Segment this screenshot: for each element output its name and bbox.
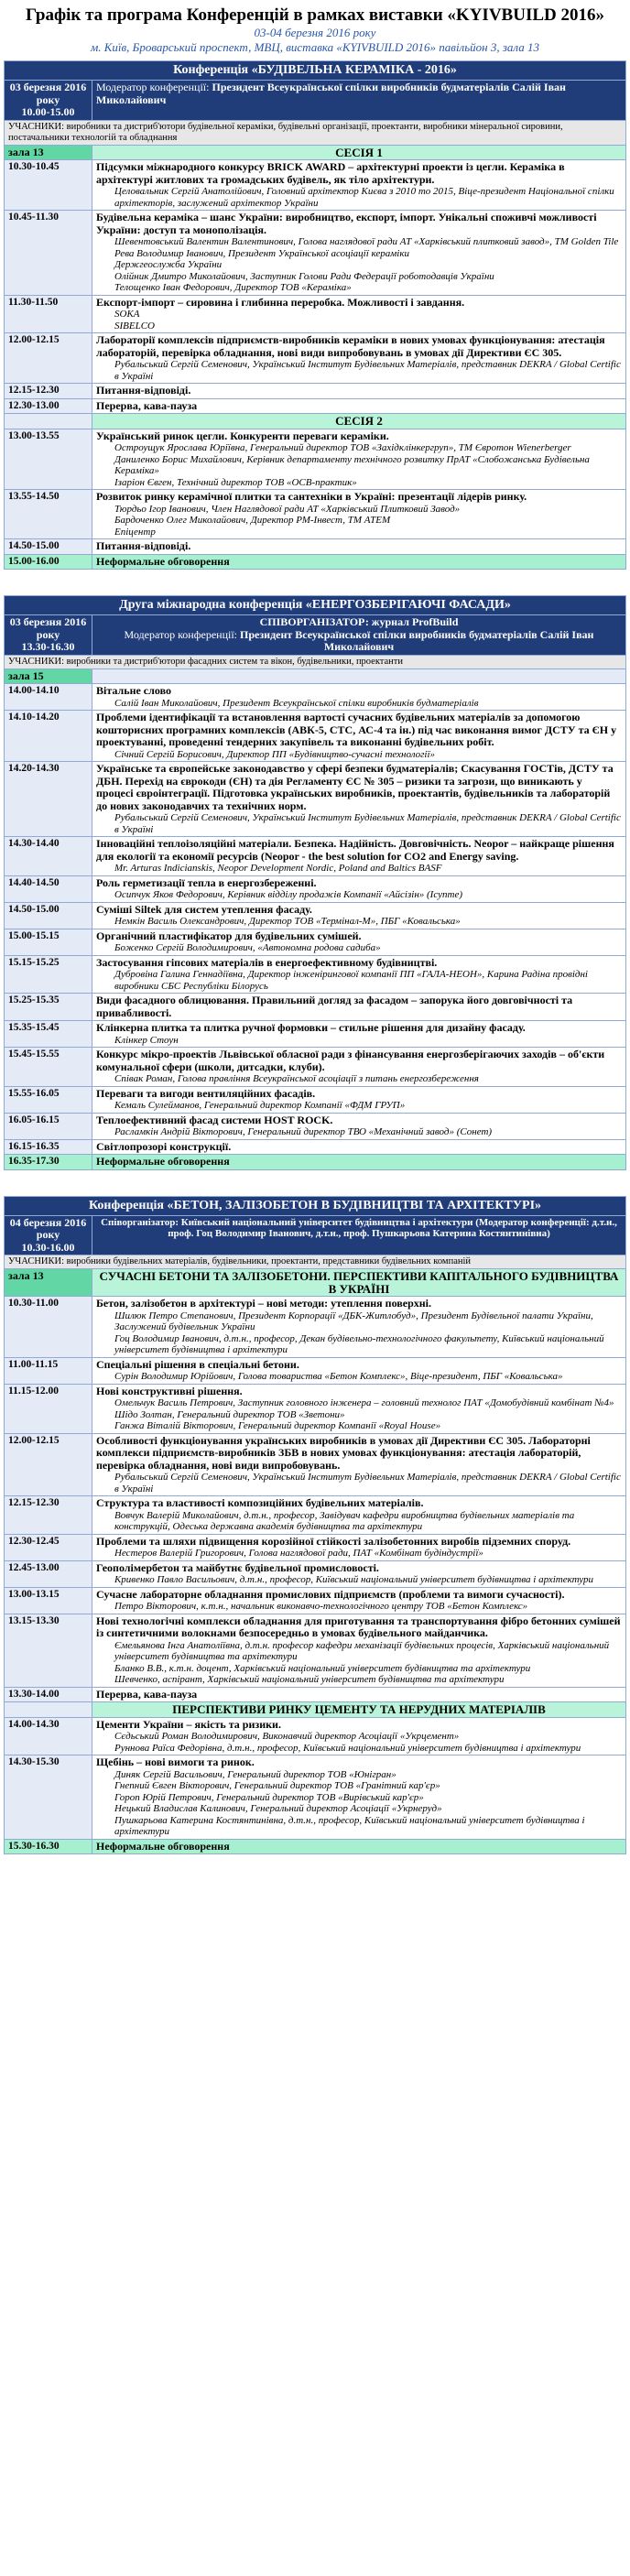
row-time: 16.35-17.30 — [5, 1155, 92, 1170]
conference-title: Друга міжнародна конференція «ЕНЕРГОЗБЕРІГАЮЧІ ФАСАДИ» — [5, 596, 626, 615]
speaker: Пушкарьова Катерина Костянтинівна, д.т.н., професор, Київський національний університет будівництва і архітектури — [114, 1814, 585, 1837]
row-time: 11.15-12.00 — [5, 1384, 92, 1433]
speaker: Кемаль Сулейманов, Генеральний директор Компанії «ФДМ ГРУП» — [114, 1100, 406, 1111]
schedule-row — [5, 1086, 626, 1113]
schedule-row — [5, 1687, 626, 1702]
speaker: Співак Роман, Голова правління Всеукраїнської асоціації з питань енергозбереження — [114, 1073, 479, 1084]
schedule-row — [5, 429, 626, 490]
schedule-row — [5, 1433, 626, 1496]
row-time: 14.20-14.30 — [5, 762, 92, 837]
row-content — [92, 1139, 626, 1155]
row-content — [92, 1433, 626, 1496]
row-content — [92, 1155, 626, 1170]
speaker: Дубровіна Галина Геннадіївна, Директор інженірингової компанії ПП «ГАЛА-НЕОН», Карина Радіна провідні виробники СБС Республіки Білорусь — [114, 969, 588, 992]
schedule-row — [5, 1384, 626, 1433]
session-title: СЕСІЯ 1 — [92, 145, 626, 160]
row-time: 14.00-14.10 — [5, 684, 92, 711]
row-title: Неформальне обговорення — [96, 554, 230, 568]
row-title: Щебінь – нові вимоги та ринок. — [96, 1755, 255, 1768]
conference-date: 04 березня 2016 року 10.30-16.00 — [5, 1215, 92, 1255]
row-content — [92, 490, 626, 539]
row-time: 12.00-12.15 — [5, 1433, 92, 1496]
row-content — [92, 684, 626, 711]
schedule-row — [5, 1717, 626, 1755]
row-title: Перерва, кава-пауза — [96, 1687, 198, 1701]
row-time: 15.45-15.55 — [5, 1048, 92, 1087]
speaker: Телощенко Іван Федорович, Директор ТОВ «Кераміка» — [114, 282, 352, 293]
speaker: Осипчук Яков Федорович, Керівник відділу продажів Компанії «Айсізін» (Ісупте) — [114, 889, 463, 900]
row-time: 12.45-13.00 — [5, 1560, 92, 1587]
conference-ceramics — [4, 60, 626, 570]
schedule-row — [5, 684, 626, 711]
row-title: Види фасадного облицювання. Правильний догляд за фасадом – запорука його довговічності та привабливості. — [96, 994, 573, 1019]
speaker: Руннова Раїса Федорівна, д.т.н., професор, Київський національний університет будівництва і архітектури — [114, 1742, 581, 1754]
participants: УЧАСНИКИ: виробники та дистриб'ютори будівельної кераміки, будівельні організації, проектанти, виробники мінеральної сировини, постачальники технологій та обладнання — [5, 120, 626, 145]
speaker: Рубальський Сергій Семенович, Український Інститут Будівельних Матеріалів, представник DEKRA / Global Certific в Україні — [114, 812, 621, 835]
row-time: 12.30-13.00 — [5, 398, 92, 414]
schedule-row — [5, 333, 626, 384]
row-time: 13.55-14.50 — [5, 490, 92, 539]
schedule-row — [5, 711, 626, 762]
participants: УЧАСНИКИ: виробники будівельних матеріалів, будівельники, проектанти, представники будівельних компаній — [5, 1255, 626, 1269]
participants: УЧАСНИКИ: виробники та дистриб'ютори фасадних систем та вікон, будівельники, проектанти — [5, 655, 626, 668]
row-title: Суміші Siltek для систем утеплення фасаду. — [96, 902, 312, 916]
row-time: 14.40-14.50 — [5, 875, 92, 902]
schedule-row — [5, 929, 626, 955]
row-title: Особливості функціонування українських виробників в умовах дії Директиви ЄС 305. Лабораторні комплекси підприємств-виробників ЗБВ в нових умовах функціонування: атестація лабораторій, перевірка обладнання, нові види випробовувань. — [96, 1433, 591, 1472]
row-content — [92, 1086, 626, 1113]
speaker: Шевченко, аспірант, Харківський національний університет будівництва та архітектури — [114, 1674, 505, 1685]
row-time: 12.00-12.15 — [5, 333, 92, 384]
speaker: Mr. Arturas Indicianskis, Neopor Development Nordic, Poland and Baltics BASF — [114, 863, 442, 874]
row-time: 12.15-12.30 — [5, 384, 92, 399]
speaker: Січний Сергій Борисович, Директор ПП «Будівництво-сучасні технології» — [114, 748, 436, 760]
speaker: Боженко Сергій Володимирович, «Автономна родова садиба» — [114, 942, 381, 953]
schedule-row — [5, 1839, 626, 1854]
row-content — [92, 994, 626, 1021]
speaker: Расламкін Андрій Вікторович, Генеральний директор ТВО «Механічний завод» (Сонет) — [114, 1126, 493, 1137]
speaker: Бланко В.В., к.т.н. доцент, Харківський національний університет будівництва та архітектури — [114, 1662, 531, 1674]
schedule-row — [5, 1755, 626, 1840]
speaker: Омельчук Василь Петрович, Заступник головного інженера – головний технолог ПАТ «Домобудівний комбінат №4» — [114, 1397, 614, 1408]
session-gap — [5, 1702, 92, 1718]
row-time: 14.10-14.20 — [5, 711, 92, 762]
speaker: Шідо Золтан, Генеральний директор ТОВ «Зветони» — [114, 1408, 345, 1420]
row-content — [92, 762, 626, 837]
row-time: 11.00-11.15 — [5, 1357, 92, 1384]
row-title: Проблеми та шляхи підвищення корозійної стійкості залізобетонних виробів підземних споруд. — [96, 1534, 571, 1548]
schedule-row — [5, 1048, 626, 1087]
schedule-row — [5, 1357, 626, 1384]
speaker: Ізаріон Євген, Технічний директор ТОВ «ОСВ-практик» — [114, 476, 357, 488]
row-content — [92, 211, 626, 296]
speaker: Держгеослужба України — [114, 259, 223, 270]
speaker: Целовальник Сергій Анатолійович, Головний архітектор Києва з 2010 то 2015, Віце-президент Національної спілки архітекторів, заслужений архітектор України — [114, 186, 614, 209]
row-content — [92, 875, 626, 902]
speaker: Петро Вікторович, к.т.н., начальник виконавчо-технологічного центру ТОВ «Бетон Комплекс» — [114, 1601, 528, 1612]
speaker: Шилюк Петро Степанович, Президент Корпорації «ДБК-Житлобуд», Президент Будівельної палати України, Заслужений будівельник України — [114, 1310, 593, 1332]
row-time: 15.00-15.15 — [5, 929, 92, 955]
row-title: Застосування гіпсових матеріалів в енергоефективному будівництві. — [96, 955, 438, 969]
schedule-row — [5, 1534, 626, 1560]
speaker: Епіцентр — [114, 526, 156, 538]
page-header — [0, 0, 630, 57]
speaker: Бардоченко Олег Миколайович, Директор РМ-Інвест, ТМ ATEM — [114, 515, 391, 526]
row-time: 15.35-15.45 — [5, 1021, 92, 1048]
row-time: 16.15-16.35 — [5, 1139, 92, 1155]
row-time: 12.15-12.30 — [5, 1496, 92, 1535]
speaker: Ємельянова Інга Анатоліївна, д.т.н. професор кафедри механізації будівельних процесів, Харківський національний університет будівництва та архітектури — [114, 1639, 610, 1662]
speaker: Клінкер Стоун — [114, 1034, 179, 1046]
row-content — [92, 1717, 626, 1755]
schedule-row — [5, 1560, 626, 1587]
row-content — [92, 1496, 626, 1535]
speaker: Кривенко Павло Васильович, д.т.н., професор, Київський національний університет будівництва і архітектури — [114, 1574, 594, 1585]
speaker: Салій Іван Миколайович, Президент Всеукраїнської спілки виробників будматеріалів — [114, 697, 479, 709]
page-title: Графік та програма Конференцій в рамках виставки «KYIVBUILD 2016» — [26, 5, 604, 25]
speaker: Остроущук Ярослава Юріївна, Генеральний директор ТОВ «Західклінкергруп», ТМ Євротон Wienerberger — [114, 442, 571, 453]
conference-date: 03 березня 2016 року 10.00-15.00 — [5, 81, 92, 121]
row-content — [92, 1587, 626, 1614]
row-content — [92, 333, 626, 384]
row-content — [92, 1614, 626, 1687]
row-title: Геополімербетон та майбутнє будівельної промисловості. — [96, 1560, 379, 1574]
row-content — [92, 398, 626, 414]
row-time: 11.30-11.50 — [5, 295, 92, 333]
speaker: SOKA — [114, 309, 140, 320]
row-time: 14.30-14.40 — [5, 837, 92, 876]
conference-date: 03 березня 2016 року 13.30-16.30 — [5, 615, 92, 656]
conference-moderator: СПІВОРГАНІЗАТОР: журнал ProfBuild Модератор конференції: Президент Всеукраїнської спілки виробників будматеріалів Салій Іван Миколайович — [92, 615, 626, 656]
speaker: Гоц Володимир Іванович, д.т.н., професор, Декан будівельно-технологічного факультету, Київський національний університет будівництва і архітектури — [114, 1332, 604, 1355]
schedule-row — [5, 160, 626, 211]
speaker: Даниленко Борис Михайлович, Керівник департаменту технічного розвитку ПрАТ «Слобожанська Будівельна Кераміка» — [114, 453, 590, 476]
schedule-row — [5, 1587, 626, 1614]
row-title: Питання-відповіді. — [96, 384, 191, 397]
row-title: Український ринок цегли. Конкуренти переваги кераміки. — [96, 429, 389, 442]
row-title: Розвиток ринку керамічної плитки та сантехніки в Україні: презентації лідерів ринку. — [96, 490, 527, 503]
row-title: Нові конструктивні рішення. — [96, 1384, 243, 1397]
row-title: Перерва, кава-пауза — [96, 398, 198, 412]
conference-moderator: Модератор конференції: Президент Всеукраїнської спілки виробників будматеріалів Салій Іван Миколайович — [92, 81, 626, 121]
speaker: Рева Володимир Іванович, Президент Української асоціації кераміки — [114, 247, 409, 259]
row-content — [92, 429, 626, 490]
schedule-row — [5, 1155, 626, 1170]
speaker: Тюрдьо Ігор Іванович, Член Наглядової ради АТ «Харківський Плитковий Завод» — [114, 503, 461, 515]
row-title: Будівельна кераміка – шанс України: виробництво, експорт, імпорт. Унікальні споживчі можливості України: доступ та монополізація. — [96, 211, 597, 236]
event-dates: 03-04 березня 2016 року — [254, 26, 376, 39]
schedule-row — [5, 211, 626, 296]
row-content — [92, 1560, 626, 1587]
row-time: 14.50-15.00 — [5, 539, 92, 555]
row-title: Конкурс мікро-проектів Львівської обласної ради з фінансування енергозберігаючих заходів – об'єкти комунальної сфери (школи, дитсадки, клуби). — [96, 1048, 605, 1073]
row-title: Переваги та вигоди вентиляційних фасадів. — [96, 1086, 316, 1100]
schedule-row — [5, 1297, 626, 1358]
speaker: Рубальський Сергій Семенович, Український Інститут Будівельних Матеріалів, представник DEKRA / Global Certific в Україні — [114, 1472, 621, 1495]
row-content — [92, 837, 626, 876]
speaker: Рубальський Сергій Семенович, Український Інститут Будівельних Матеріалів, представник DEKRA / Global Certific в Україні — [114, 359, 621, 382]
row-title: Вітальне слово — [96, 684, 171, 697]
row-time: 13.30-14.00 — [5, 1687, 92, 1702]
conference-moderator: Співорганізатор: Київський національний університет будівництва і архітектури (Модератор конференції: д.т.н., проф. Гоц Володимир Іванович, д.т.н., проф. Пушкарьова Катерина Костянтинівна) — [92, 1215, 626, 1255]
row-content — [92, 1687, 626, 1702]
hall-spacer — [92, 668, 626, 684]
schedule-row — [5, 490, 626, 539]
schedule-row — [5, 1021, 626, 1048]
hall-label: зала 13 — [5, 145, 92, 160]
speaker: Сурін Володимир Юрійович, Голова товариства «Бетон Комплекс», Віце-президент, ПБГ «Ковальська» — [114, 1371, 563, 1382]
speaker: Гороп Юрій Петрович, Генеральний директор ТОВ «Вирівський кар'єр» — [114, 1791, 424, 1803]
schedule-row — [5, 1139, 626, 1155]
row-content — [92, 955, 626, 994]
schedule-row — [5, 994, 626, 1021]
conference-concrete — [4, 1196, 626, 1855]
row-content — [92, 1357, 626, 1384]
schedule-row — [5, 554, 626, 570]
speaker: Гнепний Євген Вікторович, Генеральний директор ТОВ «Гранітний кар'єр» — [114, 1780, 440, 1791]
speaker: Шевентовський Валентин Валентинович, Голова наглядової ради АТ «Харківський плитковий завод», ТМ Golden Tile — [114, 236, 619, 247]
row-title: Органічний пластифікатор для будівельних сумішей. — [96, 929, 362, 942]
schedule-row — [5, 1496, 626, 1535]
row-title: Підсумки міжнародного конкурсу BRICK AWARD – архітектурні проекти із цегли. Кераміка в архітектурі житлових та громадських будівель, як тіло архітектури. — [96, 160, 565, 186]
row-title: Теплоефективний фасад системи HOST ROCK. — [96, 1113, 333, 1126]
session-title: ПЕРСПЕКТИВИ РИНКУ ЦЕМЕНТУ ТА НЕРУДНИХ МАТЕРІАЛІВ — [92, 1702, 626, 1718]
row-content — [92, 902, 626, 929]
row-title: Українське та європейське законодавство у сфері безпеки будматеріалів; Скасування ГОСТів, ДСТУ та ДБН. Перехід на єврокоди (ЄН) та дія Регламенту ЄС № 305 – ризики та загрози, що виникають у процесі євроінтеграції. Підготовка українських виробників, проектантів, будівельників та лабораторій до нових законодавчих та технічних норм. — [96, 762, 614, 812]
schedule-row — [5, 1113, 626, 1139]
row-content — [92, 711, 626, 762]
schedule-row — [5, 875, 626, 902]
row-title: Цементи України – якість та ризики. — [96, 1717, 281, 1731]
row-time: 16.05-16.15 — [5, 1113, 92, 1139]
schedule-row — [5, 762, 626, 837]
row-time: 15.00-16.00 — [5, 554, 92, 570]
row-content — [92, 539, 626, 555]
schedule-row — [5, 837, 626, 876]
row-time: 12.30-12.45 — [5, 1534, 92, 1560]
speaker: Сєдьський Роман Володимирович, Виконавчий директор Асоціації «Укрцемент» — [114, 1731, 460, 1742]
row-title: Лабораторії комплексів підприємств-виробників кераміки в нових умовах функціонування: атестація лабораторій, перевірка обладнання, нові види випробовувань в умовах дії Директиви ЄС 305. — [96, 333, 605, 359]
speaker: Нестеров Валерій Григорович, Голова наглядової ради, ПАТ «Комбінат будіндустрії» — [114, 1548, 483, 1559]
row-title: Експорт-імпорт – сировина і глибинна переробка. Можливості і завдання. — [96, 295, 465, 309]
conference-facades — [4, 595, 626, 1170]
row-title: Спеціальні рішення в спеціальні бетони. — [96, 1357, 299, 1371]
schedule-row — [5, 902, 626, 929]
row-title: Нові технологічні комплекси обладнання для приготування та транспортування фібро бетонних сумішей із синтетичними волокнами безпосередньо в умовах будівельного майданчика. — [96, 1614, 621, 1639]
row-content — [92, 1384, 626, 1433]
row-title: Неформальне обговорення — [96, 1155, 230, 1168]
row-content — [92, 1021, 626, 1048]
schedule-row — [5, 955, 626, 994]
row-title: Проблеми ідентифікації та встановлення вартості сучасних будівельних матеріалів за допомогою кошторисних програмних комплексів (АВК-5, СТС, АС-4 та ін.) під час виконання вимог ДСТУ та ЄН у проектуванні, проведенні тендерних закупівель та виконанні будівельних робіт. — [96, 711, 617, 748]
hall-label: зала 13 — [5, 1269, 92, 1297]
row-time: 10.30-10.45 — [5, 160, 92, 211]
speaker: Олійник Дмитро Миколайович, Заступник Голови Ради Федерації роботодавців України — [114, 270, 494, 282]
schedule-row — [5, 398, 626, 414]
speaker: Немкін Василь Олександрович, Директор ТОВ «Термінал-М», ПБГ «Ковальська» — [114, 916, 461, 927]
row-time: 15.25-15.35 — [5, 994, 92, 1021]
row-content — [92, 1839, 626, 1854]
row-time: 14.50-15.00 — [5, 902, 92, 929]
session-title: СЕСІЯ 2 — [92, 414, 626, 429]
schedule-row — [5, 539, 626, 555]
schedule-row — [5, 384, 626, 399]
row-title: Клінкерна плитка та плитка ручної формовки – стильне рішення для дизайну фасаду. — [96, 1021, 526, 1034]
schedule-row — [5, 1614, 626, 1687]
speaker: Ганжа Віталій Вікторович, Генеральний директор Компанії «Royal House» — [114, 1420, 441, 1431]
row-content — [92, 554, 626, 570]
speaker: Вовчук Валерій Миколайович, д.т.н., професор, Завідувач кафедри виробництва будівельних матеріалів та конструкцій, Одеська державна академія будівництва та архітектури — [114, 1509, 575, 1532]
speaker: SIBELCO — [114, 320, 155, 332]
hall-label: зала 15 — [5, 668, 92, 684]
row-title: Інноваційні теплоізоляційні матеріали. Безпека. Надійність. Довговічність. Neopor – найкраще рішення для екології та економії ресурсів (Neopor - the best solution for CO2 and Energy saving. — [96, 837, 614, 863]
row-time: 13.00-13.55 — [5, 429, 92, 490]
row-time: 14.30-15.30 — [5, 1755, 92, 1840]
speaker: Диняк Сергій Васильович, Генеральний директор ТОВ «Юнігран» — [114, 1768, 396, 1780]
row-content — [92, 1755, 626, 1840]
row-time: 15.30-16.30 — [5, 1839, 92, 1854]
row-content — [92, 1113, 626, 1139]
row-title: Світлопрозорі конструкції. — [96, 1139, 232, 1153]
row-time: 14.00-14.30 — [5, 1717, 92, 1755]
session-gap — [5, 414, 92, 429]
row-time: 15.15-15.25 — [5, 955, 92, 994]
row-content — [92, 160, 626, 211]
session-title: СУЧАСНІ БЕТОНИ ТА ЗАЛІЗОБЕТОНИ. ПЕРСПЕКТИВИ КАПІТАЛЬНОГО БУДІВНИЦТВА В УКРАЇНІ — [92, 1269, 626, 1297]
row-content — [92, 929, 626, 955]
row-time: 10.30-11.00 — [5, 1297, 92, 1358]
row-content — [92, 384, 626, 399]
row-content — [92, 1297, 626, 1358]
row-content — [92, 1048, 626, 1087]
row-time: 13.15-13.30 — [5, 1614, 92, 1687]
event-venue: м. Київ, Броварський проспект, МВЦ, виставка «KYIVBUILD 2016» павільйон 3, зала 13 — [91, 40, 539, 54]
row-content — [92, 1534, 626, 1560]
row-title: Неформальне обговорення — [96, 1839, 230, 1853]
conference-title: Конференція «БУДІВЕЛЬНА КЕРАМІКА - 2016» — [5, 61, 626, 81]
row-title: Роль герметизації тепла в енергозбереженні. — [96, 875, 317, 889]
row-title: Питання-відповіді. — [96, 539, 191, 552]
row-time: 15.55-16.05 — [5, 1086, 92, 1113]
row-content — [92, 295, 626, 333]
speaker: Нецький Владислав Калинович, Генеральний директор Асоціації «Укрнеруд» — [114, 1803, 442, 1814]
conference-title: Конференція «БЕТОН, ЗАЛІЗОБЕТОН В БУДІВНИЦТВІ ТА АРХІТЕКТУРІ» — [5, 1196, 626, 1215]
row-time: 13.00-13.15 — [5, 1587, 92, 1614]
row-title: Структура та властивості композиційних будівельних матеріалів. — [96, 1496, 424, 1509]
schedule-row — [5, 295, 626, 333]
row-title: Сучасне лабораторне обладнання промислових підприємств (проблеми та вимоги сучасності). — [96, 1587, 565, 1601]
row-time: 10.45-11.30 — [5, 211, 92, 296]
row-title: Бетон, залізобетон в архітектурі – нові методи: утеплення поверхні. — [96, 1297, 431, 1310]
